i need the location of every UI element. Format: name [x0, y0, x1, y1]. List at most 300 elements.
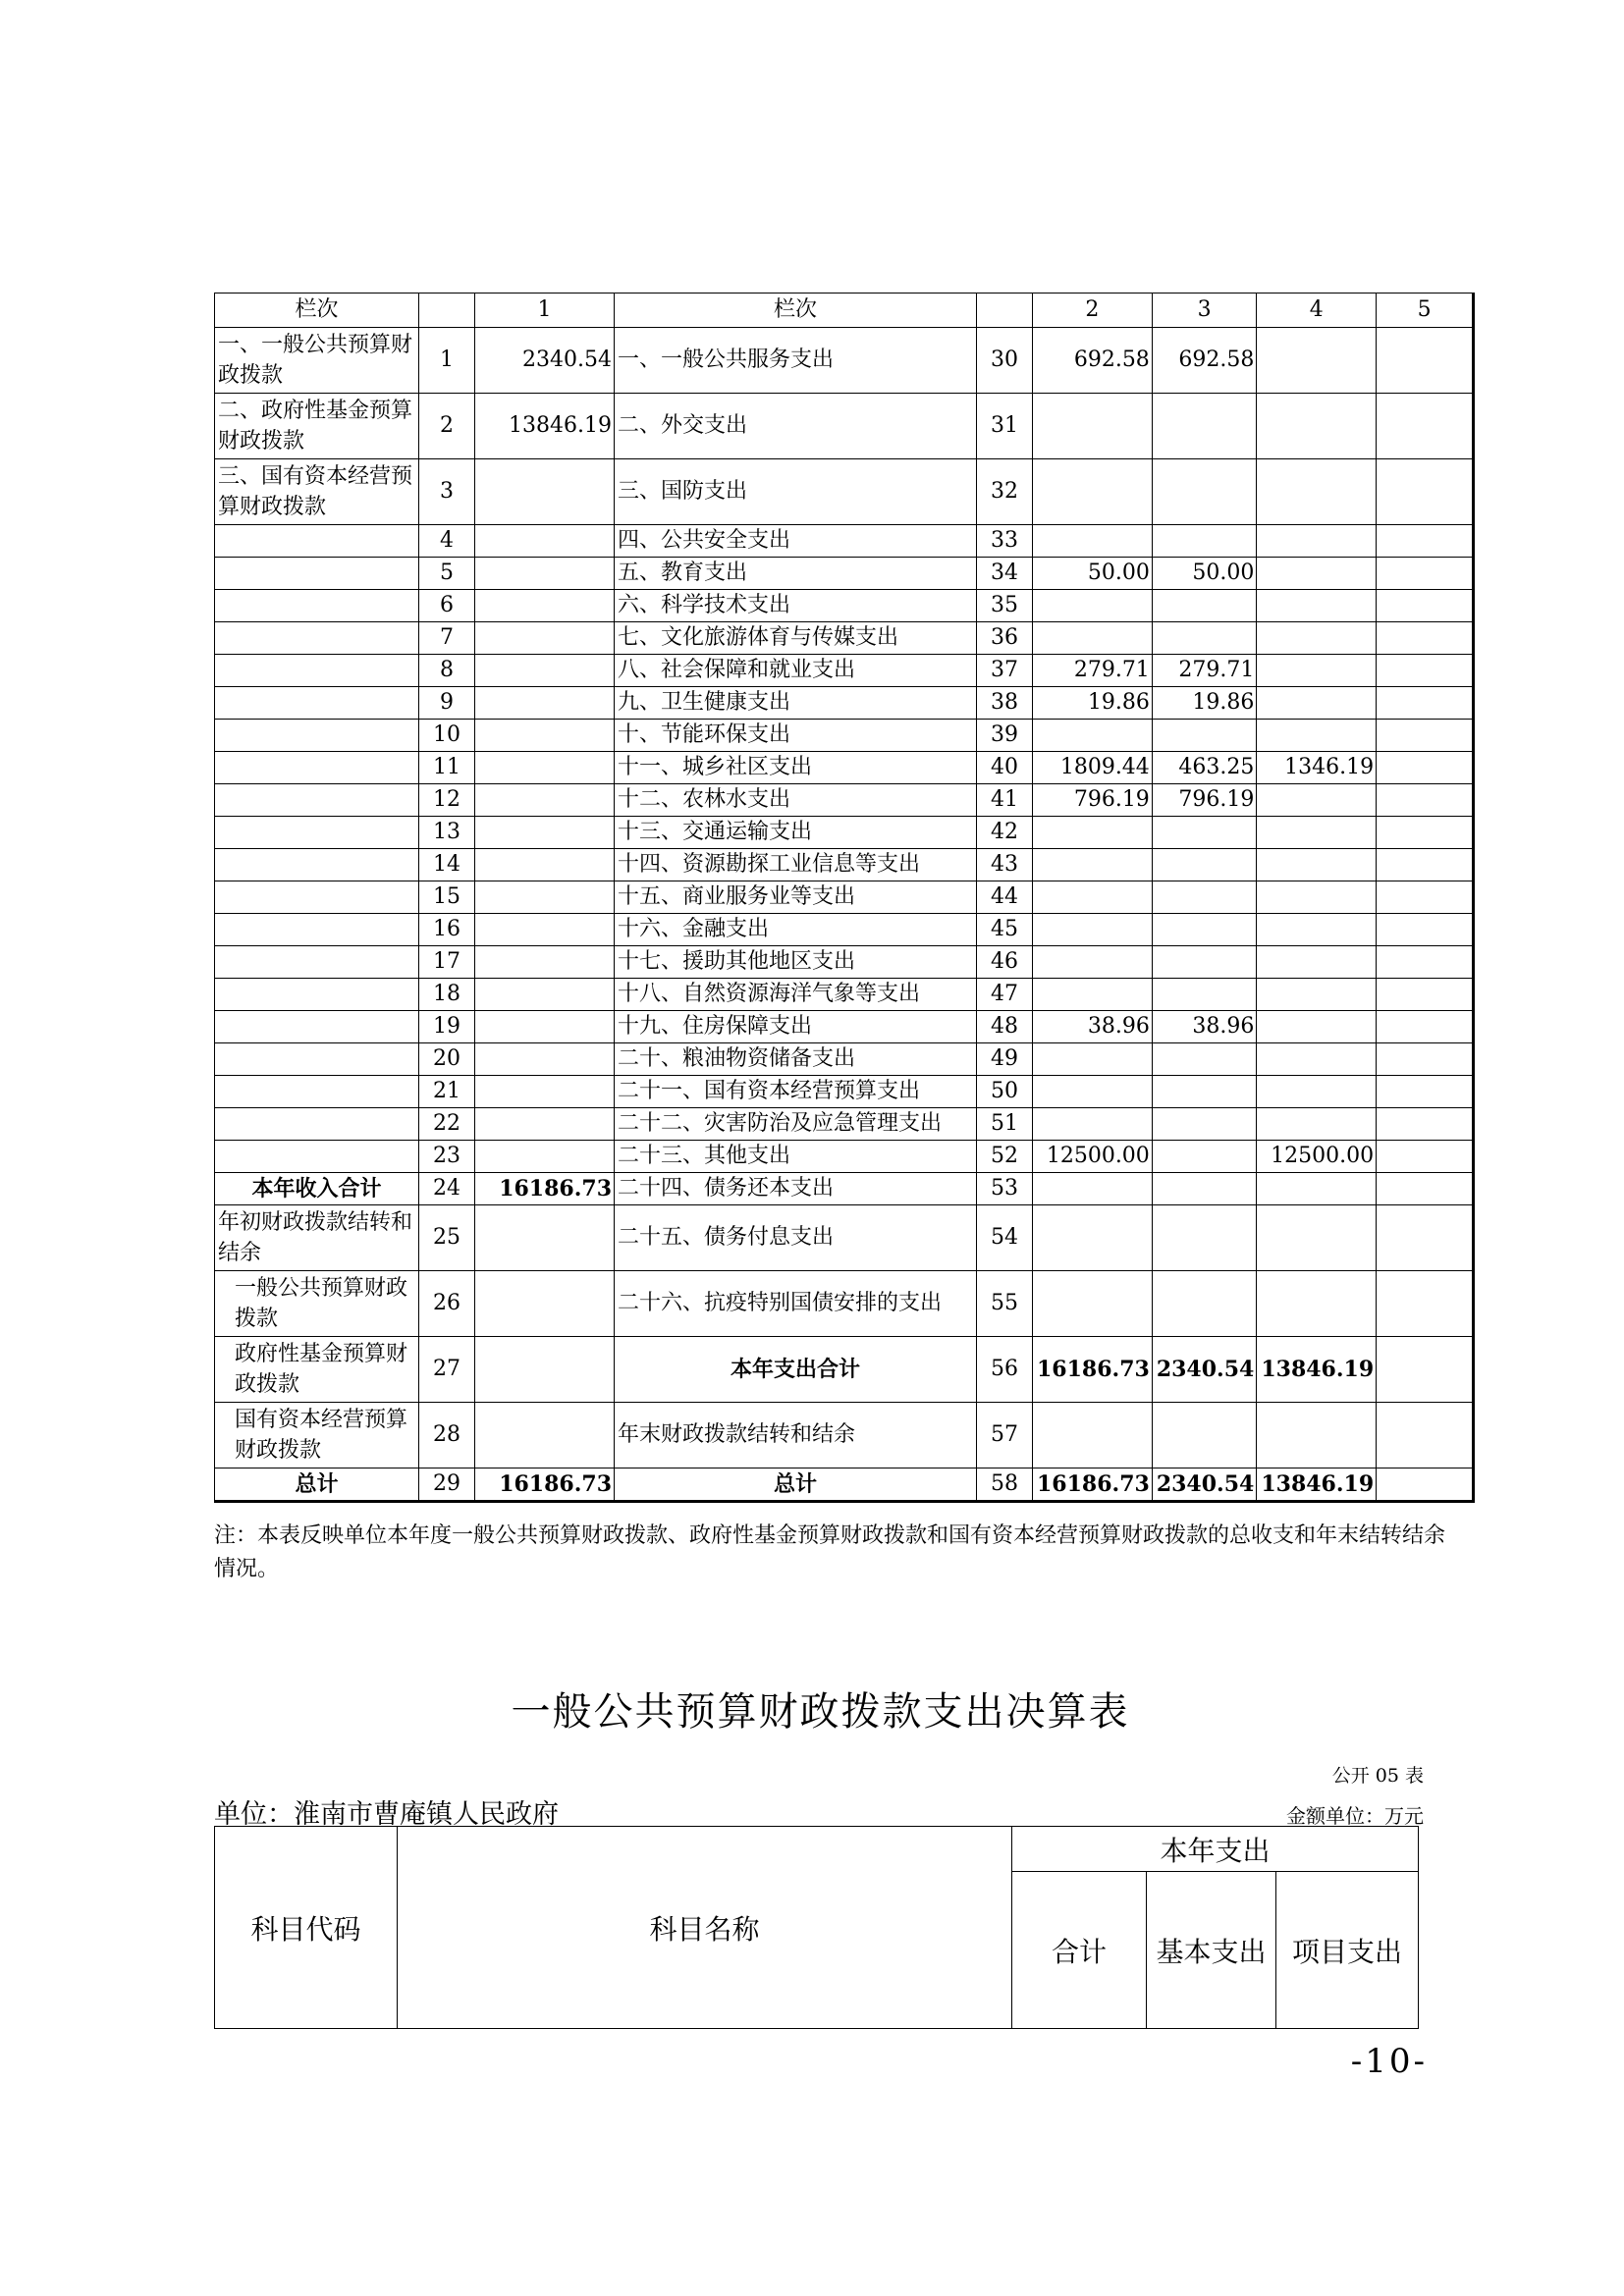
table-header-row — [215, 294, 1474, 328]
expenditure-item-label: 二十四、债务还本支出 — [615, 1173, 977, 1205]
expenditure-state-capital — [1377, 849, 1474, 881]
general-budget-expenditure-table — [214, 1826, 1419, 2029]
fiscal-allocation-summary-table — [214, 293, 1475, 1503]
table-note: 注：本表反映单位本年度一般公共预算财政拨款、政府性基金预算财政拨款和国有资本经营预算财政拨款的总收支和年末结转结余情况。 — [214, 1523, 1446, 1581]
table-row — [215, 1468, 1474, 1502]
expenditure-line-number: 44 — [977, 881, 1033, 914]
income-line-number: 11 — [419, 752, 475, 784]
expenditure-general-budget — [1152, 1141, 1257, 1173]
table-row — [215, 525, 1474, 558]
income-item-label — [215, 946, 419, 979]
expenditure-item-label: 八、社会保障和就业支出 — [615, 655, 977, 687]
income-amount — [475, 590, 615, 622]
expenditure-item-label: 二十五、债务付息支出 — [615, 1205, 977, 1271]
expenditure-state-capital — [1377, 979, 1474, 1011]
expenditure-line-number: 57 — [977, 1403, 1033, 1468]
expenditure-line-number: 34 — [977, 558, 1033, 590]
income-line-number: 4 — [419, 525, 475, 558]
income-item-label — [215, 1076, 419, 1108]
header-cell: 5 — [1377, 294, 1474, 328]
income-item-label — [215, 655, 419, 687]
expenditure-total — [1033, 622, 1153, 655]
expenditure-general-budget: 19.86 — [1152, 687, 1257, 720]
expenditure-total — [1033, 881, 1153, 914]
income-item-label: 政府性基金预算财政拨款 — [215, 1337, 419, 1403]
expenditure-state-capital — [1377, 1173, 1474, 1205]
expenditure-line-number: 42 — [977, 817, 1033, 849]
table-row — [215, 784, 1474, 817]
expenditure-total — [1033, 720, 1153, 752]
income-line-number: 22 — [419, 1108, 475, 1141]
income-amount — [475, 1141, 615, 1173]
table-row — [215, 979, 1474, 1011]
expenditure-general-budget — [1152, 459, 1257, 525]
income-item-label — [215, 590, 419, 622]
expenditure-gov-fund — [1257, 914, 1377, 946]
expenditure-line-number: 39 — [977, 720, 1033, 752]
expenditure-total — [1033, 1403, 1153, 1468]
expenditure-total: 1809.44 — [1033, 752, 1153, 784]
expenditure-gov-fund — [1257, 849, 1377, 881]
expenditure-item-label: 五、教育支出 — [615, 558, 977, 590]
expenditure-state-capital — [1377, 946, 1474, 979]
income-line-number: 25 — [419, 1205, 475, 1271]
expenditure-general-budget — [1152, 590, 1257, 622]
income-line-number: 7 — [419, 622, 475, 655]
expenditure-total: 12500.00 — [1033, 1141, 1153, 1173]
expenditure-line-number: 52 — [977, 1141, 1033, 1173]
header-cell: 栏次 — [615, 294, 977, 328]
income-item-label — [215, 817, 419, 849]
table-row — [215, 817, 1474, 849]
expenditure-state-capital — [1377, 1011, 1474, 1043]
expenditure-total — [1033, 946, 1153, 979]
expenditure-gov-fund — [1257, 394, 1377, 459]
expenditure-gov-fund — [1257, 687, 1377, 720]
expenditure-general-budget: 692.58 — [1152, 328, 1257, 394]
income-amount — [475, 1043, 615, 1076]
expenditure-line-number: 58 — [977, 1468, 1033, 1502]
expenditure-item-label: 十九、住房保障支出 — [615, 1011, 977, 1043]
header-cell: 1 — [475, 294, 615, 328]
page-number: -10- — [1350, 2042, 1428, 2081]
expenditure-total: 38.96 — [1033, 1011, 1153, 1043]
expenditure-total — [1033, 1108, 1153, 1141]
expenditure-item-label: 二十一、国有资本经营预算支出 — [615, 1076, 977, 1108]
expenditure-item-label: 十四、资源勘探工业信息等支出 — [615, 849, 977, 881]
header-cell: 3 — [1152, 294, 1257, 328]
expenditure-state-capital — [1377, 817, 1474, 849]
income-line-number: 8 — [419, 655, 475, 687]
expenditure-gov-fund — [1257, 881, 1377, 914]
income-amount — [475, 459, 615, 525]
expenditure-line-number: 35 — [977, 590, 1033, 622]
expenditure-gov-fund — [1257, 720, 1377, 752]
expenditure-general-budget — [1152, 914, 1257, 946]
table-row — [215, 1043, 1474, 1076]
expenditure-item-label: 十一、城乡社区支出 — [615, 752, 977, 784]
expenditure-state-capital — [1377, 784, 1474, 817]
income-line-number: 23 — [419, 1141, 475, 1173]
expenditure-state-capital — [1377, 881, 1474, 914]
expenditure-general-budget — [1152, 394, 1257, 459]
expenditure-state-capital — [1377, 1076, 1474, 1108]
table-row — [215, 1076, 1474, 1108]
expenditure-general-budget: 463.25 — [1152, 752, 1257, 784]
income-line-number: 9 — [419, 687, 475, 720]
expenditure-state-capital — [1377, 590, 1474, 622]
expenditure-line-number: 46 — [977, 946, 1033, 979]
header-cell: 4 — [1257, 294, 1377, 328]
expenditure-gov-fund — [1257, 1011, 1377, 1043]
income-item-label: 总计 — [215, 1468, 419, 1502]
income-item-label — [215, 881, 419, 914]
expenditure-line-number: 55 — [977, 1271, 1033, 1337]
income-amount — [475, 914, 615, 946]
expenditure-line-number: 54 — [977, 1205, 1033, 1271]
income-amount — [475, 881, 615, 914]
income-item-label — [215, 979, 419, 1011]
income-amount: 16186.73 — [475, 1173, 615, 1205]
expenditure-item-label: 本年支出合计 — [615, 1337, 977, 1403]
expenditure-total — [1033, 394, 1153, 459]
income-item-label — [215, 1108, 419, 1141]
table-row — [215, 1141, 1474, 1173]
expenditure-item-label: 年末财政拨款结转和结余 — [615, 1403, 977, 1468]
money-unit-label: 金额单位：万元 — [1286, 1804, 1424, 1828]
income-line-number: 5 — [419, 558, 475, 590]
expenditure-line-number: 56 — [977, 1337, 1033, 1403]
income-item-label — [215, 1011, 419, 1043]
income-line-number: 6 — [419, 590, 475, 622]
expenditure-total: 19.86 — [1033, 687, 1153, 720]
expenditure-item-label: 十七、援助其他地区支出 — [615, 946, 977, 979]
expenditure-total: 279.71 — [1033, 655, 1153, 687]
expenditure-general-budget: 50.00 — [1152, 558, 1257, 590]
income-line-number: 28 — [419, 1403, 475, 1468]
form-number: 公开 05 表 — [1331, 1765, 1424, 1787]
expenditure-total — [1033, 1271, 1153, 1337]
income-item-label — [215, 784, 419, 817]
expenditure-item-label: 十二、农林水支出 — [615, 784, 977, 817]
expenditure-state-capital — [1377, 394, 1474, 459]
expenditure-gov-fund — [1257, 459, 1377, 525]
expenditure-item-label: 十八、自然资源海洋气象等支出 — [615, 979, 977, 1011]
income-line-number: 27 — [419, 1337, 475, 1403]
expenditure-general-budget — [1152, 849, 1257, 881]
table-row — [215, 1271, 1474, 1337]
expenditure-line-number: 36 — [977, 622, 1033, 655]
expenditure-item-label: 九、卫生健康支出 — [615, 687, 977, 720]
table-row — [215, 946, 1474, 979]
expenditure-gov-fund — [1257, 622, 1377, 655]
expenditure-line-number: 40 — [977, 752, 1033, 784]
subject-name-header: 科目名称 — [398, 1827, 1012, 2029]
expenditure-item-label: 二十六、抗疫特别国债安排的支出 — [615, 1271, 977, 1337]
expenditure-item-label: 十、节能环保支出 — [615, 720, 977, 752]
expenditure-state-capital — [1377, 525, 1474, 558]
expenditure-item-label: 十五、商业服务业等支出 — [615, 881, 977, 914]
income-line-number: 1 — [419, 328, 475, 394]
header-cell: 2 — [1033, 294, 1153, 328]
income-amount — [475, 622, 615, 655]
income-item-label: 年初财政拨款结转和结余 — [215, 1205, 419, 1271]
expenditure-total — [1033, 525, 1153, 558]
expenditure-state-capital — [1377, 558, 1474, 590]
expenditure-general-budget: 796.19 — [1152, 784, 1257, 817]
expenditure-total — [1033, 849, 1153, 881]
income-amount: 2340.54 — [475, 328, 615, 394]
income-line-number: 20 — [419, 1043, 475, 1076]
table-row — [215, 881, 1474, 914]
expenditure-general-budget — [1152, 622, 1257, 655]
table-row — [215, 655, 1474, 687]
table-row — [215, 1173, 1474, 1205]
income-item-label — [215, 752, 419, 784]
expenditure-state-capital — [1377, 459, 1474, 525]
expenditure-total — [1033, 1205, 1153, 1271]
income-item-label — [215, 622, 419, 655]
expenditure-gov-fund — [1257, 1403, 1377, 1468]
expenditure-gov-fund — [1257, 1108, 1377, 1141]
income-item-label: 一般公共预算财政拨款 — [215, 1271, 419, 1337]
expenditure-state-capital — [1377, 622, 1474, 655]
income-line-number: 29 — [419, 1468, 475, 1502]
income-line-number: 12 — [419, 784, 475, 817]
expenditure-total — [1033, 817, 1153, 849]
expenditure-general-budget — [1152, 817, 1257, 849]
total-header: 合计 — [1012, 1872, 1147, 2029]
income-item-label — [215, 914, 419, 946]
income-line-number: 2 — [419, 394, 475, 459]
income-item-label — [215, 720, 419, 752]
expenditure-line-number: 41 — [977, 784, 1033, 817]
table-row — [215, 1205, 1474, 1271]
income-item-label — [215, 687, 419, 720]
expenditure-state-capital — [1377, 1271, 1474, 1337]
income-amount — [475, 1076, 615, 1108]
expenditure-gov-fund: 12500.00 — [1257, 1141, 1377, 1173]
expenditure-item-label: 六、科学技术支出 — [615, 590, 977, 622]
income-amount — [475, 946, 615, 979]
expenditure-total: 796.19 — [1033, 784, 1153, 817]
expenditure-item-label: 总计 — [615, 1468, 977, 1502]
income-line-number: 18 — [419, 979, 475, 1011]
expenditure-general-budget — [1152, 979, 1257, 1011]
expenditure-general-budget: 2340.54 — [1152, 1337, 1257, 1403]
table-row — [215, 720, 1474, 752]
income-item-label — [215, 1141, 419, 1173]
expenditure-general-budget — [1152, 1271, 1257, 1337]
expenditure-gov-fund — [1257, 1173, 1377, 1205]
expenditure-total — [1033, 1173, 1153, 1205]
expenditure-state-capital — [1377, 328, 1474, 394]
expenditure-gov-fund — [1257, 817, 1377, 849]
income-amount — [475, 817, 615, 849]
expenditure-line-number: 47 — [977, 979, 1033, 1011]
expenditure-item-label: 二、外交支出 — [615, 394, 977, 459]
table-row — [215, 1108, 1474, 1141]
income-item-label: 国有资本经营预算财政拨款 — [215, 1403, 419, 1468]
expenditure-state-capital — [1377, 1141, 1474, 1173]
expenditure-gov-fund — [1257, 590, 1377, 622]
income-line-number: 17 — [419, 946, 475, 979]
table-row — [215, 394, 1474, 459]
income-item-label: 一、一般公共预算财政拨款 — [215, 328, 419, 394]
expenditure-state-capital — [1377, 655, 1474, 687]
income-amount — [475, 784, 615, 817]
expenditure-gov-fund — [1257, 655, 1377, 687]
table-row — [215, 849, 1474, 881]
expenditure-total — [1033, 1076, 1153, 1108]
expenditure-line-number: 30 — [977, 328, 1033, 394]
income-line-number: 14 — [419, 849, 475, 881]
expenditure-state-capital — [1377, 1337, 1474, 1403]
expenditure-state-capital — [1377, 1403, 1474, 1468]
expenditure-state-capital — [1377, 720, 1474, 752]
income-line-number: 3 — [419, 459, 475, 525]
income-amount — [475, 752, 615, 784]
table-row — [215, 1403, 1474, 1468]
income-amount — [475, 720, 615, 752]
expenditure-state-capital — [1377, 1043, 1474, 1076]
expenditure-line-number: 31 — [977, 394, 1033, 459]
expenditure-gov-fund — [1257, 979, 1377, 1011]
income-line-number: 16 — [419, 914, 475, 946]
project-expenditure-header: 项目支出 — [1276, 1872, 1419, 2029]
income-item-label — [215, 849, 419, 881]
expenditure-total — [1033, 979, 1153, 1011]
annual-expenditure-header: 本年支出 — [1012, 1827, 1419, 1872]
expenditure-total: 16186.73 — [1033, 1337, 1153, 1403]
expenditure-general-budget — [1152, 1173, 1257, 1205]
income-item-label — [215, 1043, 419, 1076]
table-row — [215, 687, 1474, 720]
subject-code-header: 科目代码 — [215, 1827, 398, 2029]
expenditure-general-budget — [1152, 1205, 1257, 1271]
expenditure-total: 692.58 — [1033, 328, 1153, 394]
table-row — [215, 1011, 1474, 1043]
expenditure-gov-fund — [1257, 525, 1377, 558]
expenditure-total — [1033, 914, 1153, 946]
expenditure-state-capital — [1377, 687, 1474, 720]
expenditure-general-budget — [1152, 1403, 1257, 1468]
table-row — [215, 328, 1474, 394]
header-cell: 栏次 — [215, 294, 419, 328]
expenditure-line-number: 50 — [977, 1076, 1033, 1108]
table-row — [215, 752, 1474, 784]
income-item-label — [215, 558, 419, 590]
income-item-label — [215, 525, 419, 558]
expenditure-item-label: 十六、金融支出 — [615, 914, 977, 946]
table-row — [215, 590, 1474, 622]
expenditure-line-number: 32 — [977, 459, 1033, 525]
income-amount — [475, 1205, 615, 1271]
expenditure-gov-fund — [1257, 328, 1377, 394]
expenditure-line-number: 43 — [977, 849, 1033, 881]
expenditure-total — [1033, 459, 1153, 525]
expenditure-item-label: 一、一般公共服务支出 — [615, 328, 977, 394]
expenditure-line-number: 48 — [977, 1011, 1033, 1043]
expenditure-item-label: 二十、粮油物资储备支出 — [615, 1043, 977, 1076]
expenditure-total — [1033, 590, 1153, 622]
income-line-number: 26 — [419, 1271, 475, 1337]
expenditure-gov-fund: 13846.19 — [1257, 1468, 1377, 1502]
expenditure-general-budget — [1152, 720, 1257, 752]
income-amount — [475, 1337, 615, 1403]
expenditure-line-number: 45 — [977, 914, 1033, 946]
expenditure-gov-fund: 1346.19 — [1257, 752, 1377, 784]
income-amount — [475, 655, 615, 687]
income-item-label: 本年收入合计 — [215, 1173, 419, 1205]
income-item-label: 二、政府性基金预算财政拨款 — [215, 394, 419, 459]
income-item-label: 三、国有资本经营预算财政拨款 — [215, 459, 419, 525]
table-row — [215, 1337, 1474, 1403]
table-row — [215, 622, 1474, 655]
income-amount — [475, 687, 615, 720]
expenditure-total — [1033, 1043, 1153, 1076]
expenditure-state-capital — [1377, 1205, 1474, 1271]
income-line-number: 19 — [419, 1011, 475, 1043]
unit-label: 单位：淮南市曹庵镇人民政府 — [214, 1799, 559, 1830]
expenditure-general-budget: 2340.54 — [1152, 1468, 1257, 1502]
expenditure-item-label: 二十二、灾害防治及应急管理支出 — [615, 1108, 977, 1141]
expenditure-line-number: 37 — [977, 655, 1033, 687]
income-amount: 13846.19 — [475, 394, 615, 459]
expenditure-item-label: 二十三、其他支出 — [615, 1141, 977, 1173]
expenditure-line-number: 38 — [977, 687, 1033, 720]
basic-expenditure-header: 基本支出 — [1147, 1872, 1276, 2029]
expenditure-state-capital — [1377, 752, 1474, 784]
income-amount — [475, 1011, 615, 1043]
expenditure-total: 50.00 — [1033, 558, 1153, 590]
expenditure-gov-fund — [1257, 946, 1377, 979]
income-line-number: 21 — [419, 1076, 475, 1108]
expenditure-gov-fund: 13846.19 — [1257, 1337, 1377, 1403]
income-amount — [475, 1271, 615, 1337]
table-row — [215, 914, 1474, 946]
income-line-number: 10 — [419, 720, 475, 752]
income-line-number: 13 — [419, 817, 475, 849]
expenditure-gov-fund — [1257, 1205, 1377, 1271]
income-amount — [475, 979, 615, 1011]
expenditure-general-budget: 279.71 — [1152, 655, 1257, 687]
expenditure-line-number: 49 — [977, 1043, 1033, 1076]
expenditure-item-label: 十三、交通运输支出 — [615, 817, 977, 849]
expenditure-line-number: 33 — [977, 525, 1033, 558]
table-row — [215, 558, 1474, 590]
income-amount — [475, 849, 615, 881]
income-line-number: 24 — [419, 1173, 475, 1205]
income-amount — [475, 1108, 615, 1141]
expenditure-state-capital — [1377, 914, 1474, 946]
section-title: 一般公共预算财政拨款支出决算表 — [511, 1689, 1130, 1735]
expenditure-total: 16186.73 — [1033, 1468, 1153, 1502]
expenditure-general-budget — [1152, 881, 1257, 914]
income-amount: 16186.73 — [475, 1468, 615, 1502]
table-row — [215, 459, 1474, 525]
expenditure-gov-fund — [1257, 558, 1377, 590]
expenditure-item-label: 七、文化旅游体育与传媒支出 — [615, 622, 977, 655]
expenditure-general-budget — [1152, 525, 1257, 558]
expenditure-general-budget — [1152, 1043, 1257, 1076]
expenditure-gov-fund — [1257, 1076, 1377, 1108]
expenditure-gov-fund — [1257, 1043, 1377, 1076]
income-line-number: 15 — [419, 881, 475, 914]
expenditure-gov-fund — [1257, 1271, 1377, 1337]
expenditure-general-budget — [1152, 1108, 1257, 1141]
income-amount — [475, 1403, 615, 1468]
